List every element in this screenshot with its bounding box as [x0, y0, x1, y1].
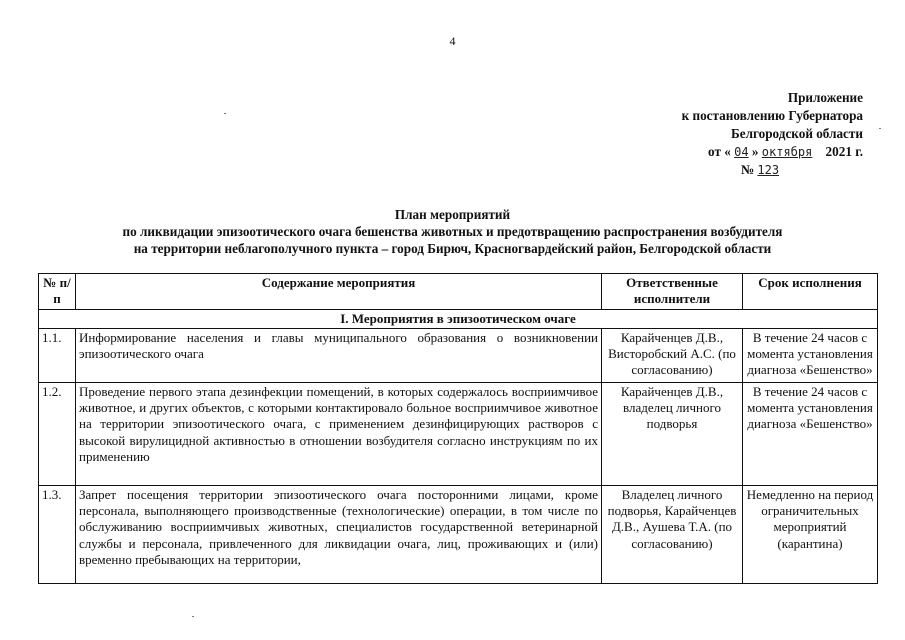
date-mid: »: [751, 144, 759, 159]
header-content: Содержание мероприятия: [76, 274, 602, 310]
section-row: [39, 309, 878, 328]
appendix-block: [603, 89, 863, 179]
header-responsible: Ответственные исполнители: [602, 274, 743, 310]
title-line-1: План мероприятий: [394, 207, 511, 222]
appendix-label: Приложение: [787, 90, 863, 105]
row-content: Информирование населения и главы муниципального образования о возникновении эпизоотического очага: [76, 328, 602, 382]
document-title: [0, 206, 905, 257]
date-month: октября: [761, 145, 813, 159]
appendix-decree-line: к постановлению Губернатора: [681, 108, 863, 123]
date-year: 2021 г.: [825, 144, 863, 159]
row-responsible: Карайченцев Д.В., Висторобский А.С. (по согласованию): [602, 328, 743, 382]
plan-table: [38, 273, 878, 584]
scan-speck: [879, 128, 881, 129]
row-number: 1.1.: [39, 328, 76, 382]
row-responsible: Карайченцев Д.В., владелец личного подворья: [602, 382, 743, 485]
row-content: Проведение первого этапа дезинфекции помещений, в которых содержалось восприимчивое животное, и других объектов, с которыми контактировало больное восприимчивое животное на территории эпизоотического очага, с применением дезинфицирующих растворов с высокой вирулицидной активностью в отношении возбудителя согласно инструкциям по их применению: [76, 382, 602, 485]
title-line-3: на территории неблагополучного пункта – город Бирюч, Красногвардейский район, Белгородской области: [133, 241, 772, 256]
appendix-date-line: [603, 143, 863, 161]
row-responsible: Владелец личного подворья, Карайченцев Д.В., Аушева Т.А. (по согласованию): [602, 485, 743, 583]
section-title: I. Мероприятия в эпизоотическом очаге: [39, 309, 878, 328]
row-term: В течение 24 часов с момента установления диагноза «Бешенство»: [743, 328, 878, 382]
row-number: 1.2.: [39, 382, 76, 485]
row-number: 1.3.: [39, 485, 76, 583]
page-number: 4: [449, 34, 456, 48]
number-value: 123: [757, 163, 780, 177]
table-row: [39, 485, 878, 583]
header-no: № п/п: [39, 274, 76, 310]
row-content: Запрет посещения территории эпизоотического очага посторонними лицами, кроме персонала, выполняющего производственные (технологические) операции, в том числе по обслуживанию восприимчивых животных, специалистов государственной ветеринарной службы и персонала, привлеченного для ликвидации очага, лиц, проживающих и (или) временно пребывающих на территории,: [76, 485, 602, 583]
date-prefix: от «: [708, 144, 731, 159]
appendix-number-line: [603, 161, 863, 179]
scan-speck: [192, 616, 194, 617]
header-term: Срок исполнения: [743, 274, 878, 310]
table-row: [39, 328, 878, 382]
row-term: Немедленно на период ограничительных мероприятий (карантина): [743, 485, 878, 583]
table-row: [39, 382, 878, 485]
number-prefix: №: [740, 162, 755, 177]
row-term: В течение 24 часов с момента установления диагноза «Бешенство»: [743, 382, 878, 485]
date-day: 04: [734, 145, 749, 159]
title-line-2: по ликвидации эпизоотического очага бешенства животных и предотвращению распространения возбудителя: [122, 224, 783, 239]
appendix-region-line: Белгородской области: [731, 126, 863, 141]
table-header-row: [39, 274, 878, 310]
scan-speck: [224, 113, 226, 114]
